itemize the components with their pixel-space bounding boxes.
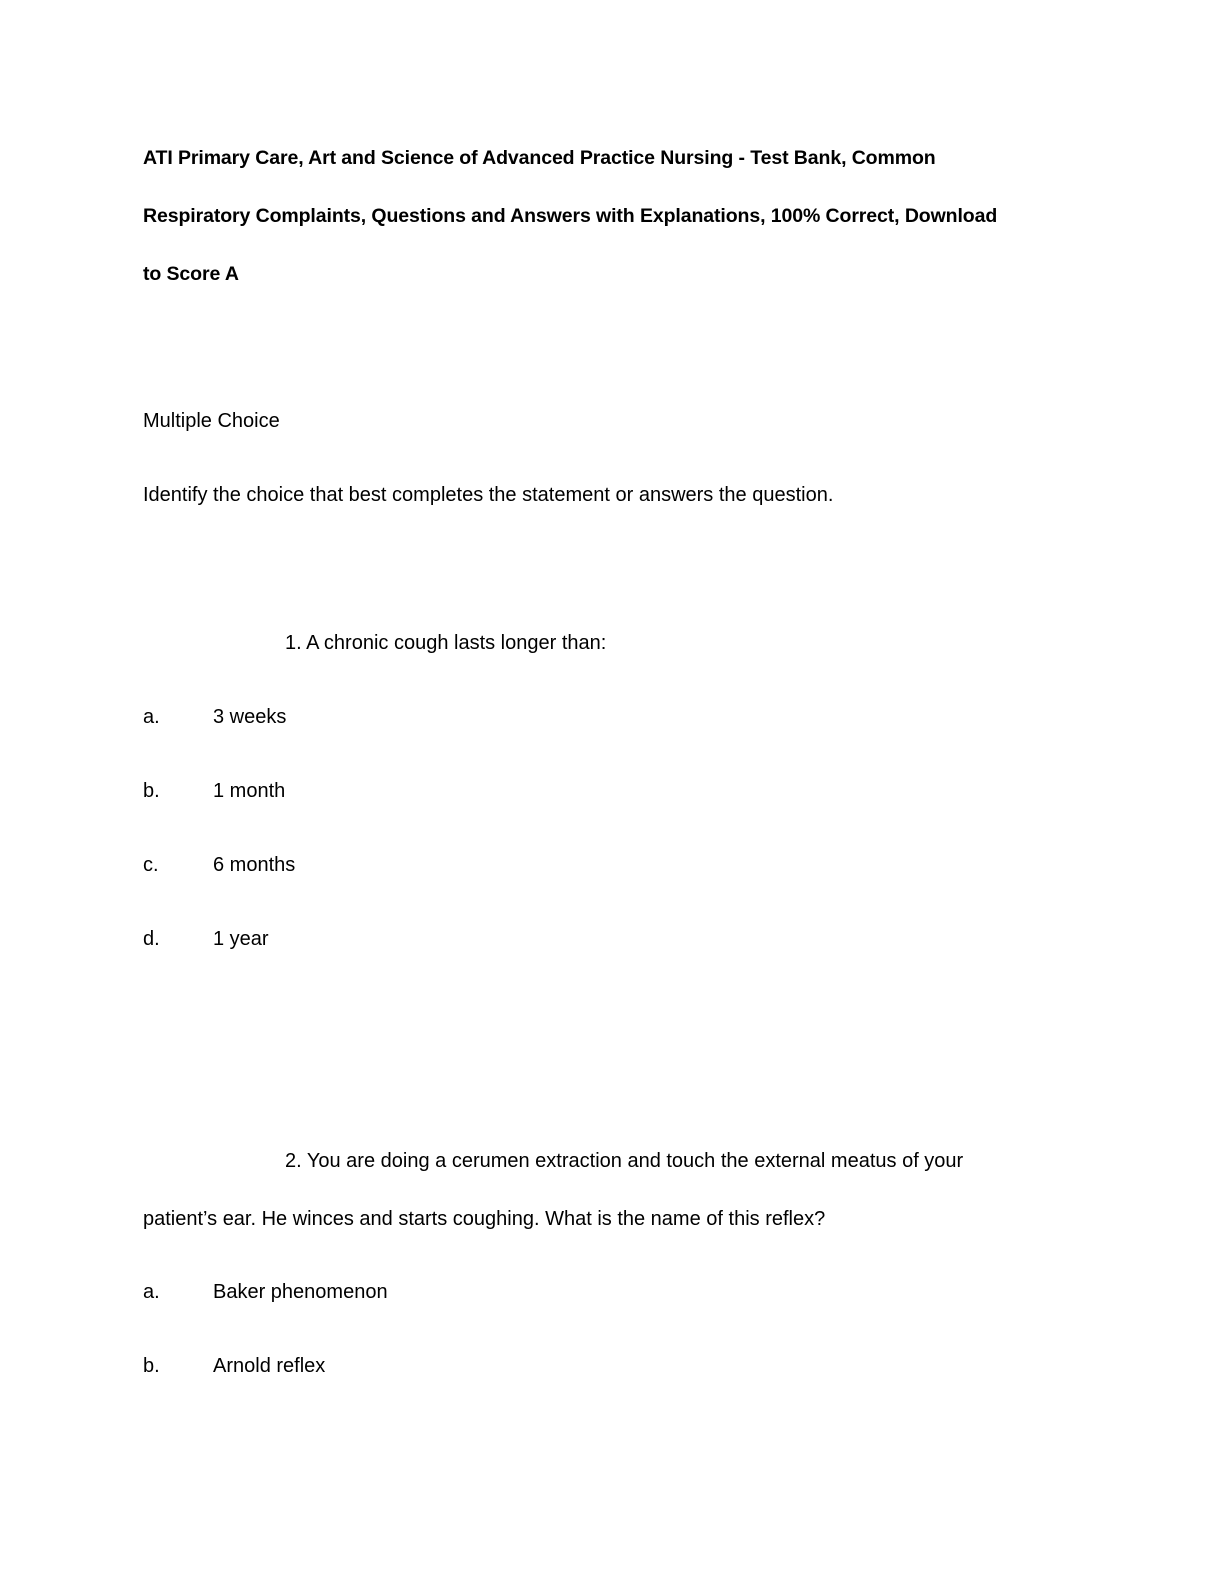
option-letter: d. [143,928,160,950]
option-text: 1 month [213,780,286,802]
document-title-line-2: Respiratory Complaints, Questions and Answers with Explanations, 100% Correct, Download [143,205,998,227]
option-text: 1 year [213,928,269,950]
option-text: Baker phenomenon [213,1281,388,1303]
document-title-line-3: to Score A [143,263,239,285]
option-letter: a. [143,1281,160,1303]
option-letter: b. [143,1355,160,1377]
option-letter: c. [143,854,159,876]
option-letter: b. [143,780,160,802]
option-letter: a. [143,706,160,728]
document-title-line-1: ATI Primary Care, Art and Science of Advanced Practice Nursing - Test Bank, Common [143,147,936,169]
option-text: 6 months [213,854,296,876]
question-stem-line-2: patient’s ear. He winces and starts coughing. What is the name of this reflex? [143,1208,826,1230]
question-stem: 1. A chronic cough lasts longer than: [285,632,607,654]
section-heading: Multiple Choice [143,410,280,432]
option-text: Arnold reflex [213,1355,326,1377]
question-stem-line-1: 2. You are doing a cerumen extraction and touch the external meatus of your [285,1150,964,1172]
instructions: Identify the choice that best completes the statement or answers the question. [143,484,834,506]
option-text: 3 weeks [213,706,287,728]
